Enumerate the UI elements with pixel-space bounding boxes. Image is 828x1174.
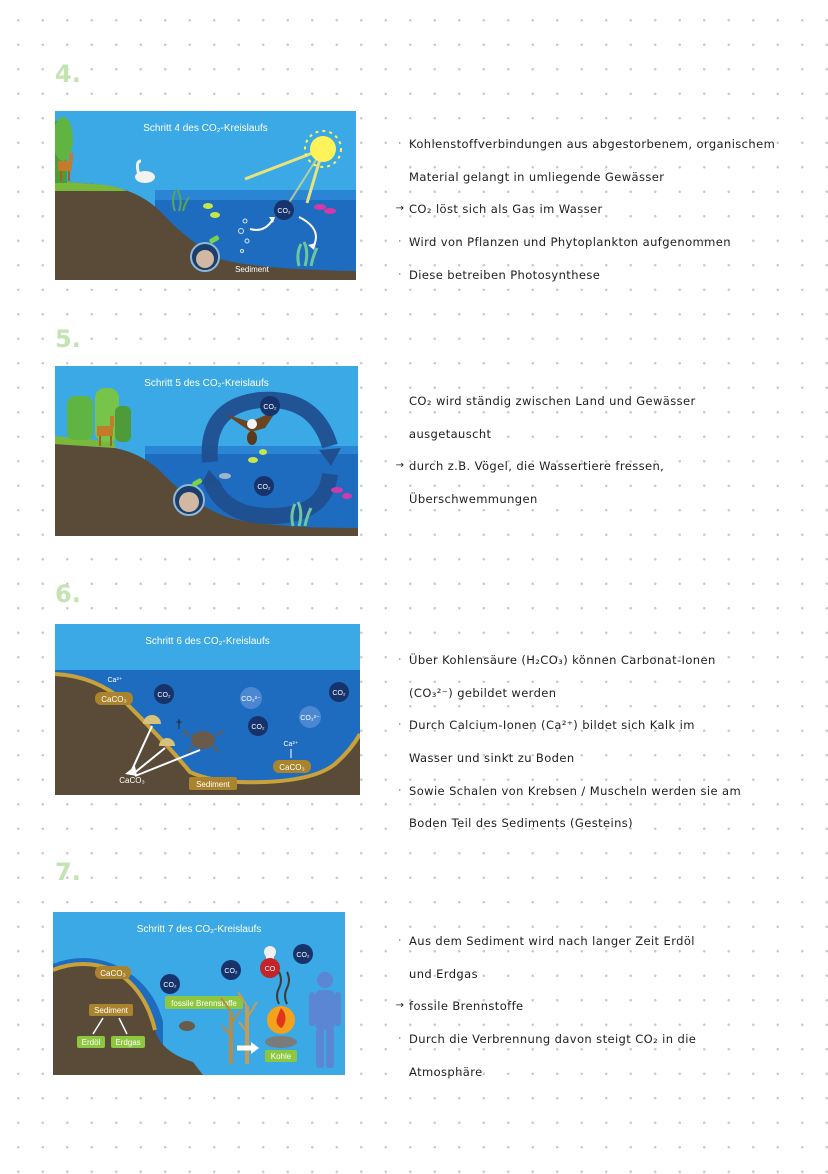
note-text: Material gelangt in umliegende Gewässer bbox=[409, 169, 665, 184]
note-line bbox=[383, 128, 823, 161]
arrow-marker-icon: → bbox=[395, 460, 405, 472]
note-line bbox=[383, 483, 823, 516]
note-text: Kohlenstoffverbindungen aus abgestorbenem, organischem bbox=[409, 137, 776, 151]
note-text: CO₂ wird ständig zwischen Land und Gewässer bbox=[409, 394, 696, 408]
bullet-marker-icon: · bbox=[398, 1034, 402, 1045]
sediment-label: Sediment bbox=[196, 780, 230, 789]
bullet-marker-icon: · bbox=[398, 237, 402, 248]
step7-notes bbox=[383, 925, 823, 1088]
step4-scene bbox=[55, 111, 356, 280]
bullet-marker-icon: · bbox=[398, 139, 402, 149]
note-line bbox=[383, 450, 823, 483]
step4-title: Schritt 4 des CO₂-Kreislaufs bbox=[143, 123, 268, 134]
co2-label-top: CO₂ bbox=[263, 404, 277, 411]
co-label: CO bbox=[264, 966, 276, 973]
erdgas-label: Erdgas bbox=[115, 1038, 141, 1047]
erdoel-label: Erdöl bbox=[81, 1038, 101, 1047]
step6-illustration bbox=[55, 624, 360, 795]
note-text: (CO₃²⁻) gebildet werden bbox=[409, 685, 557, 700]
step5-title: Schritt 5 des CO₂-Kreislaufs bbox=[144, 378, 269, 389]
step7-illustration bbox=[53, 912, 345, 1075]
bullet-marker-icon: · bbox=[398, 269, 402, 280]
step-number-7: 7. bbox=[55, 858, 81, 886]
note-line bbox=[383, 807, 823, 840]
note-text: Diese betreiben Photosynthese bbox=[409, 267, 601, 282]
caco3-label: CaCO₃ bbox=[100, 969, 126, 978]
note-text: Sowie Schalen von Krebsen / Muscheln werden sie am bbox=[409, 783, 742, 798]
note-line bbox=[383, 193, 823, 226]
co2-label-a: CO₂ bbox=[163, 982, 177, 989]
ca-label-left: Ca²⁺ bbox=[107, 677, 123, 684]
note-text: durch z.B. Vögel, die Wassertiere fressen, bbox=[409, 459, 665, 474]
note-line bbox=[383, 925, 823, 958]
note-text: ausgetauscht bbox=[409, 426, 492, 441]
step-number-6: 6. bbox=[55, 580, 81, 608]
step-number-5: 5. bbox=[55, 325, 81, 353]
note-line bbox=[383, 709, 823, 742]
co2-label-a: CO₂ bbox=[157, 692, 171, 699]
note-text: Atmosphäre bbox=[409, 1064, 483, 1079]
step7-title: Schritt 7 des CO₂-Kreislaufs bbox=[136, 924, 262, 935]
bullet-marker-icon: · bbox=[398, 936, 402, 946]
step6-scene bbox=[55, 624, 360, 795]
sediment-label: Sediment bbox=[94, 1006, 128, 1015]
note-text: Wird von Pflanzen und Phytoplankton aufgenommen bbox=[409, 235, 731, 250]
step-number-4: 4. bbox=[55, 60, 81, 88]
co2-label-c: CO₂ bbox=[296, 952, 310, 959]
co2-label-bottom: CO₂ bbox=[257, 484, 271, 491]
caco3-label-bottom: CaCO₃ bbox=[119, 776, 145, 785]
note-line bbox=[383, 161, 823, 194]
note-text: Durch die Verbrennung davon steigt CO₂ in die bbox=[409, 1032, 697, 1047]
kohle-label: Kohle bbox=[270, 1052, 292, 1061]
note-text: Über Kohlensäure (H₂CO₃) können Carbonat-Ionen bbox=[409, 653, 716, 667]
note-line bbox=[383, 990, 823, 1023]
note-line bbox=[383, 418, 823, 451]
ca-label-right: Ca²⁺ bbox=[283, 741, 299, 748]
arrow-marker-icon: → bbox=[395, 1000, 405, 1012]
co2-label-b: CO₂ bbox=[224, 968, 238, 975]
note-text: Durch Calcium-Ionen (Ca²⁺) bildet sich Kalk im bbox=[409, 718, 695, 733]
note-line bbox=[383, 385, 823, 418]
note-line bbox=[383, 226, 823, 259]
co2-label-c: CO₂ bbox=[332, 690, 346, 697]
note-text: Boden Teil des Sediments (Gesteins) bbox=[409, 816, 634, 831]
sediment-label: Sediment bbox=[235, 265, 269, 274]
arrow-marker-icon: → bbox=[395, 203, 405, 215]
note-text: Aus dem Sediment wird nach langer Zeit Erdöl bbox=[409, 934, 695, 948]
note-line bbox=[383, 677, 823, 710]
note-line bbox=[383, 958, 823, 991]
note-text: fossile Brennstoffe bbox=[409, 999, 524, 1014]
note-text: und Erdgas bbox=[409, 966, 478, 981]
step6-notes bbox=[383, 644, 823, 840]
co2-label-b: CO₂ bbox=[251, 724, 265, 731]
note-line bbox=[383, 644, 823, 677]
note-text: Überschwemmungen bbox=[409, 492, 538, 507]
step7-scene bbox=[53, 912, 345, 1075]
bullet-marker-icon: · bbox=[398, 655, 402, 665]
note-line bbox=[383, 1056, 823, 1089]
step6-title: Schritt 6 des CO₂-Kreislaufs bbox=[145, 636, 270, 647]
note-text: CO₂ löst sich als Gas im Wasser bbox=[409, 202, 603, 217]
bullet-marker-icon: · bbox=[398, 785, 402, 796]
step5-illustration bbox=[55, 366, 358, 536]
caco3-label-left: CaCO₃ bbox=[101, 695, 127, 704]
note-line bbox=[383, 1023, 823, 1056]
note-line bbox=[383, 775, 823, 808]
note-text: Wasser und sinkt zu Boden bbox=[409, 751, 575, 766]
co2-label: CO₂ bbox=[277, 208, 291, 215]
caco3-label-right: CaCO₃ bbox=[279, 763, 305, 772]
step5-notes bbox=[383, 385, 823, 516]
co3-label-a: CO₃²⁻ bbox=[241, 696, 261, 703]
co3-label-b: CO₃²⁻ bbox=[300, 715, 320, 722]
fire-icon bbox=[267, 1006, 295, 1034]
bullet-marker-icon: · bbox=[398, 720, 402, 731]
step4-notes bbox=[383, 128, 823, 291]
fossile-label: fossile Brennstoffe bbox=[171, 999, 237, 1008]
note-line bbox=[383, 259, 823, 292]
note-line bbox=[383, 742, 823, 775]
dead-cross-icon: † bbox=[175, 717, 183, 731]
step4-illustration bbox=[55, 111, 356, 280]
step5-scene bbox=[55, 366, 358, 536]
